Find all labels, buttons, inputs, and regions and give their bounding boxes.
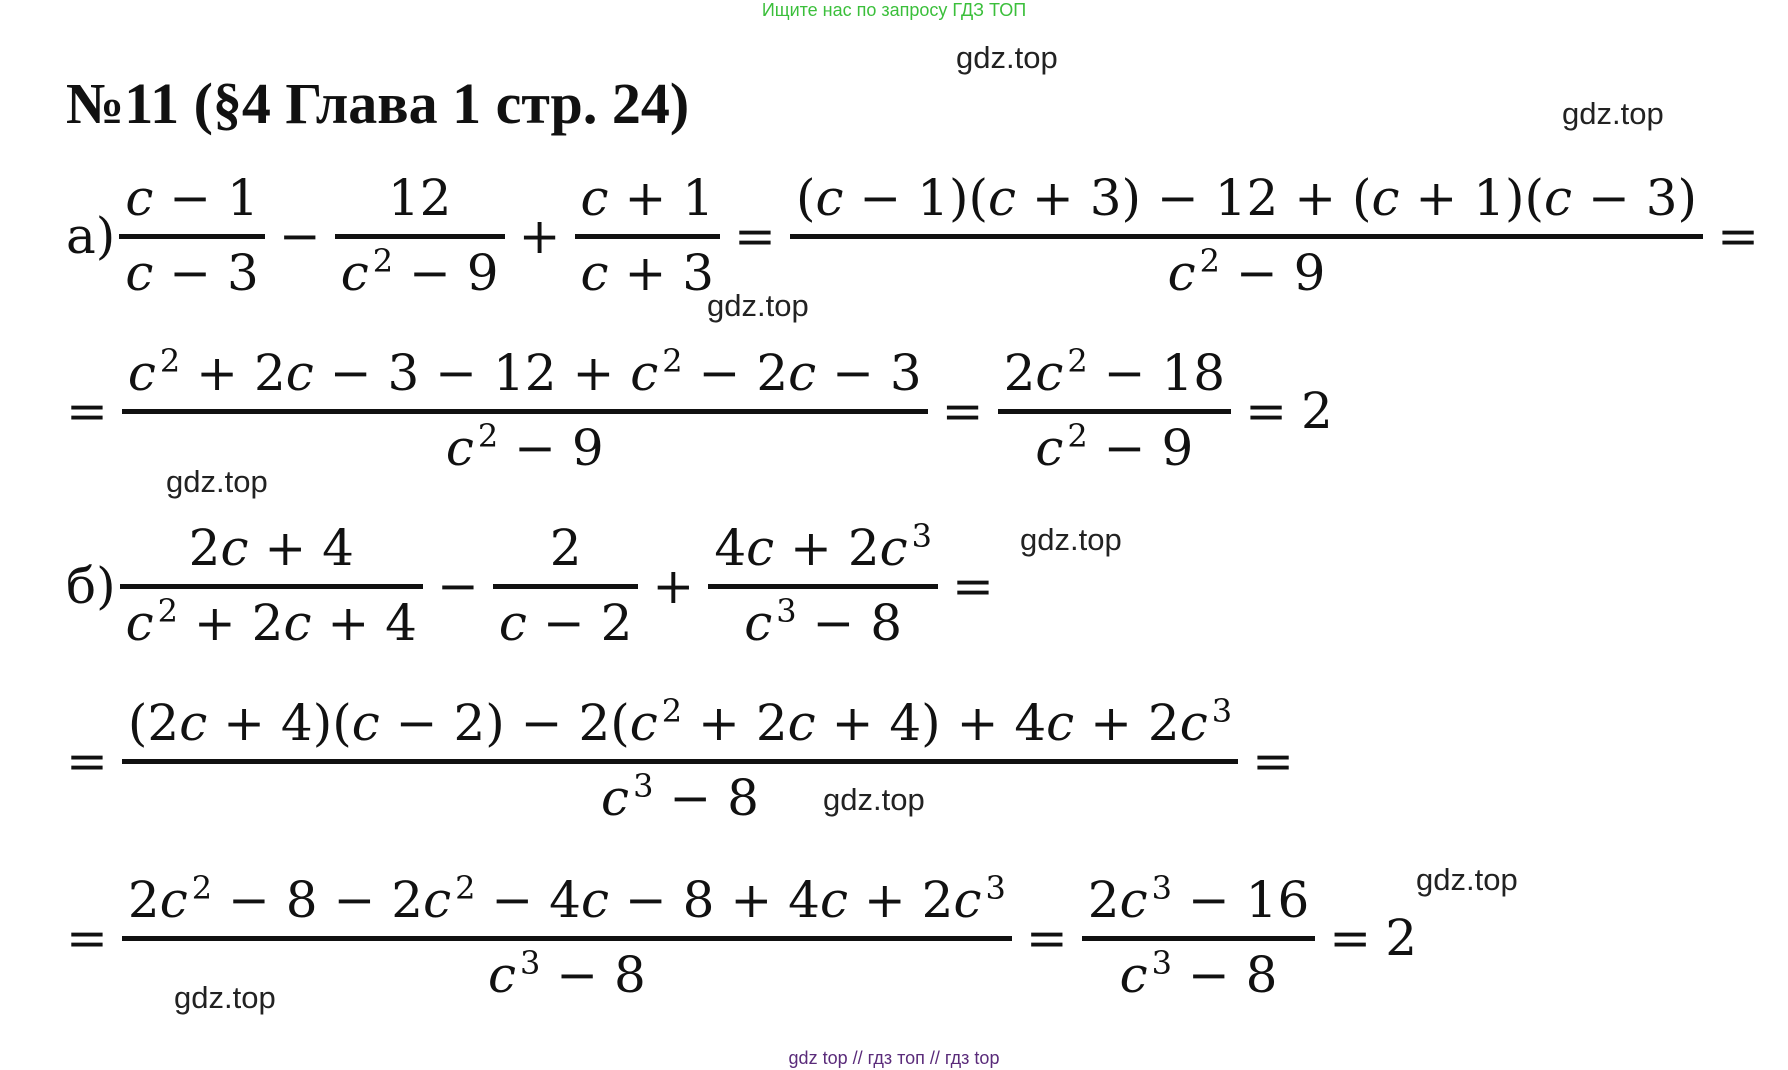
equation-b-line-3: = 2c $^2$ − 8 − 2c $^2$ − 4c − 8 + 4c + 2c $^3$ c $^3$ − 8 = 2c $^3$ − 16 c $^3$ − 8 = 2	[66, 869, 1417, 1004]
fraction: 12 c $^2$ − 9	[335, 170, 505, 302]
fraction: (c − 1)(c + 3) − 12 + (c + 1)(c − 3) c $^2$ − 9	[790, 170, 1703, 302]
footer-links[interactable]: gdz top // гдз топ // гдз top	[788, 1048, 1000, 1068]
fraction: c $^2$ + 2c − 3 − 12 + c $^2$ − 2c − 3 c $^2$ − 9	[122, 345, 928, 477]
equation-b-line-1: б) 2c + 4 c $^2$ + 2c + 4 − 2 c − 2 + 4c + 2c $^3$ c $^3$ − 8 =	[66, 517, 994, 652]
part-a-label: а)	[66, 207, 116, 265]
fraction: (2c + 4)(c − 2) − 2(c $^2$ + 2c + 4) + 4c + 2c $^3$ c $^3$ − 8	[122, 695, 1238, 827]
watermark: gdz.top	[823, 782, 925, 817]
watermark: gdz.top	[1020, 522, 1122, 557]
search-hint: Ищите нас по запросу ГДЗ ТОП	[761, 0, 1027, 20]
watermark: gdz.top	[956, 40, 1058, 75]
equation-a-line-2: = c $^2$ + 2c − 3 − 12 + c $^2$ − 2c − 3 c $^2$ − 9 = 2c $^2$ − 18 c $^2$ − 9 = 2	[66, 342, 1333, 477]
page-title: №11 (§4 Глава 1 стр. 24)	[66, 71, 690, 136]
watermark: gdz.top	[166, 464, 268, 499]
result-a: 2	[1300, 382, 1333, 440]
result-b: 2	[1385, 909, 1417, 967]
watermark: gdz.top	[707, 288, 809, 323]
fraction: 2c $^2$ − 18 c $^2$ − 9	[998, 345, 1232, 477]
watermark: gdz.top	[174, 980, 276, 1015]
equation-a-line-1: а) c − 1 c − 3 − 12 c $^2$ − 9 + c + 1 c + 3 = (c − 1)(c + 3) − 12 + (c + 1)(c − 3) c $^2$ − 9 =	[66, 169, 1759, 302]
fraction: 2c $^3$ − 16 c $^3$ − 8	[1082, 872, 1316, 1004]
fraction: c − 1 c − 3	[119, 170, 265, 302]
fraction: 4c + 2c $^3$ c $^3$ − 8	[708, 520, 938, 652]
fraction: 2 c − 2	[493, 520, 639, 652]
equation-b-line-2: = (2c + 4)(c − 2) − 2(c $^2$ + 2c + 4) + 4c + 2c $^3$ c $^3$ − 8 =	[66, 692, 1294, 827]
watermark: gdz.top	[1416, 862, 1518, 897]
fraction: 2c $^2$ − 8 − 2c $^2$ − 4c − 8 + 4c + 2c $^3$ c $^3$ − 8	[122, 872, 1012, 1004]
watermark: gdz.top	[1562, 96, 1664, 131]
fraction: c + 1 c + 3	[575, 170, 721, 302]
part-b-label: б)	[66, 557, 116, 615]
fraction: 2c + 4 c $^2$ + 2c + 4	[120, 520, 423, 652]
